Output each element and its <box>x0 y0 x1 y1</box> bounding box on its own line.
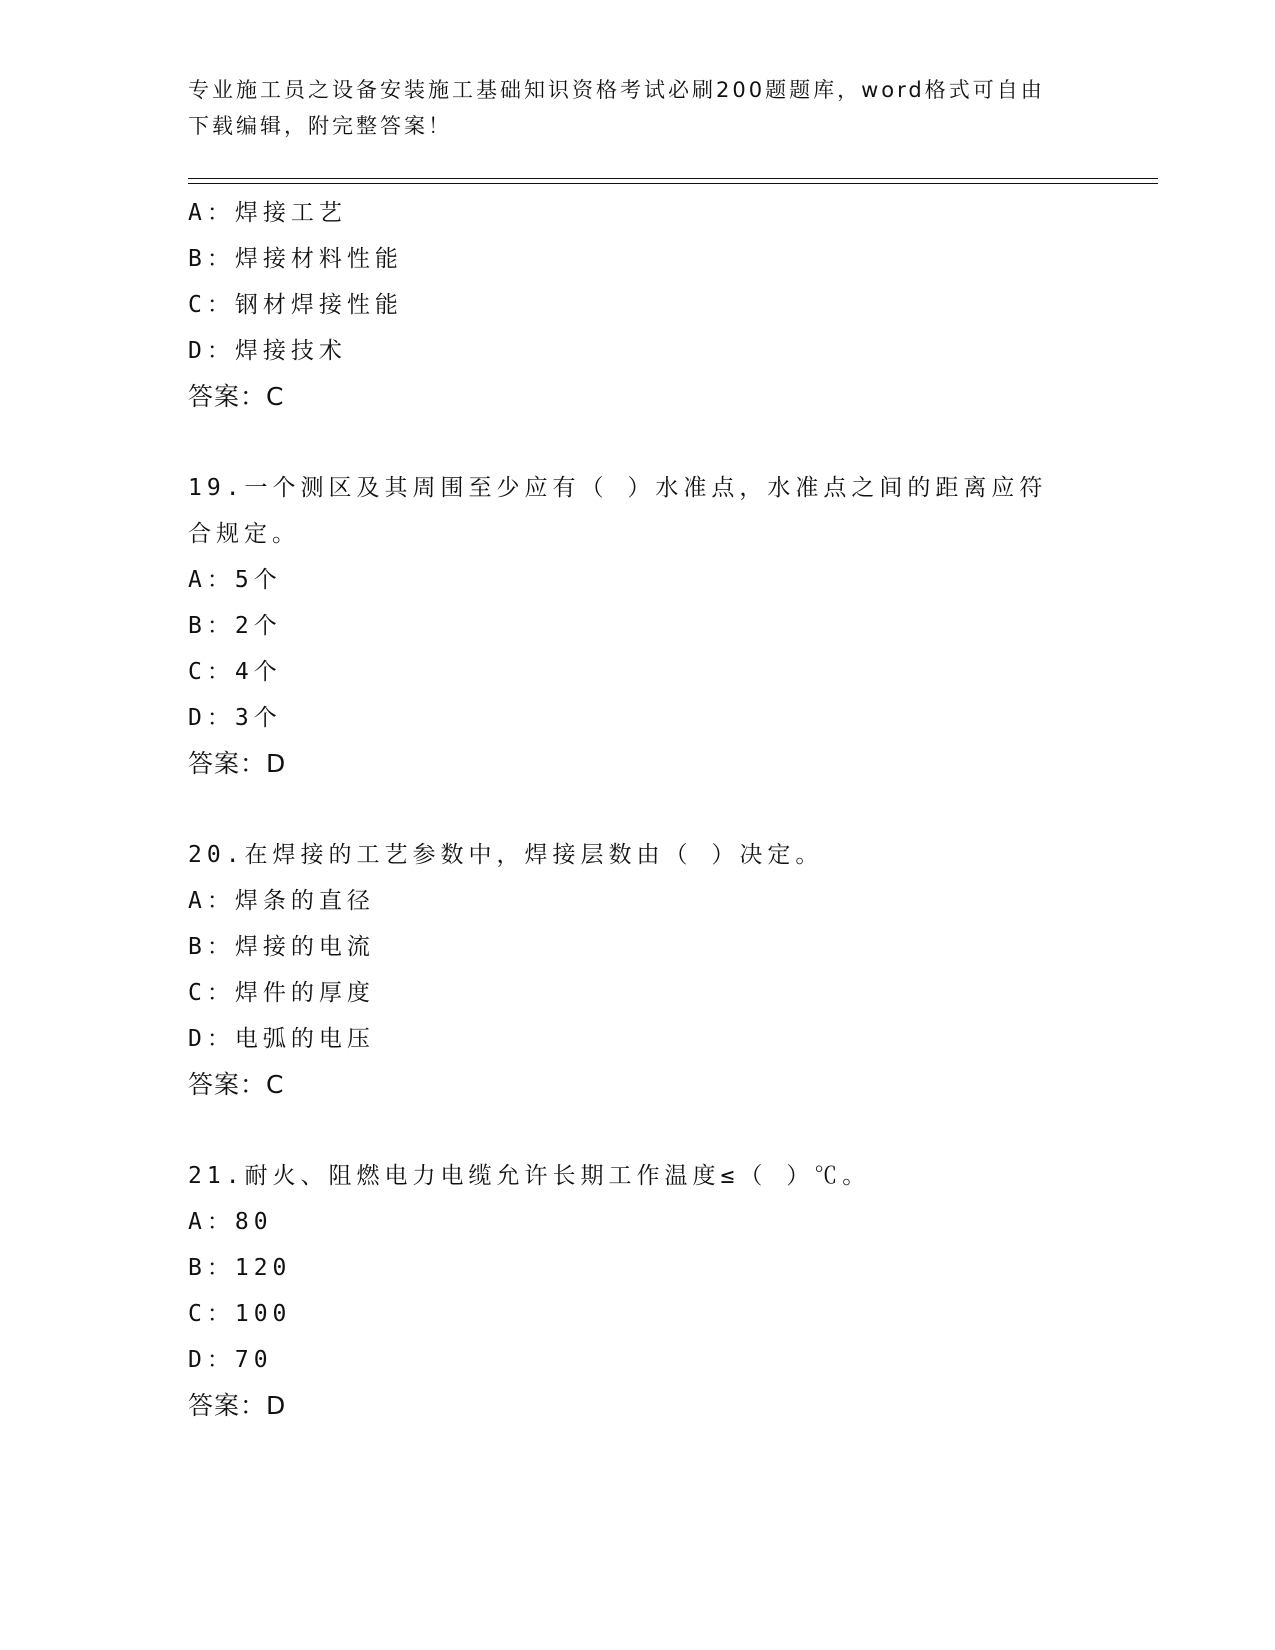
question-stem-line-2: 合规定。 <box>188 521 300 547</box>
option-c: C：焊件的厚度 <box>188 980 375 1006</box>
question-stem-line-1: 20.在焊接的工艺参数中，焊接层数由（ ）决定。 <box>188 842 824 868</box>
header-divider-top <box>188 178 1158 179</box>
option-a: A：80 <box>188 1209 273 1235</box>
option-c: C：100 <box>188 1301 292 1327</box>
question-stem <box>188 832 1088 878</box>
question-list <box>188 190 1088 1429</box>
answer: 答案：D <box>188 1391 287 1420</box>
option-a: A：焊条的直径 <box>188 888 375 914</box>
option-a: A：焊接工艺 <box>188 200 347 226</box>
option-d: D：电弧的电压 <box>188 1026 375 1052</box>
document-header <box>188 72 1068 144</box>
option-b: B：2个 <box>188 613 282 639</box>
option-d: D：70 <box>188 1347 273 1373</box>
question-18 <box>188 190 1088 420</box>
answer: 答案：C <box>188 1070 285 1099</box>
option-c: C：钢材焊接性能 <box>188 292 403 318</box>
option-c: C：4个 <box>188 659 282 685</box>
answer: 答案：D <box>188 749 287 778</box>
option-b: B：120 <box>188 1255 292 1281</box>
question-stem-line-1: 21.耐火、阻燃电力电缆允许长期工作温度≤（ ）℃。 <box>188 1163 871 1189</box>
question-19 <box>188 465 1088 787</box>
option-d: D：焊接技术 <box>188 338 347 364</box>
question-20 <box>188 832 1088 1108</box>
header-divider-bottom <box>188 183 1158 184</box>
header-line-1: 专业施工员之设备安装施工基础知识资格考试必刷200题题库，word格式可自由 <box>188 78 1045 102</box>
option-b: B：焊接的电流 <box>188 934 375 960</box>
question-stem <box>188 1153 1088 1199</box>
option-b: B：焊接材料性能 <box>188 246 403 272</box>
header-line-2: 下载编辑，附完整答案！ <box>188 114 452 138</box>
answer: 答案：C <box>188 382 285 411</box>
question-stem-line-1: 19.一个测区及其周围至少应有（ ）水准点，水准点之间的距离应符 <box>188 475 1048 501</box>
option-a: A：5个 <box>188 567 282 593</box>
option-d: D：3个 <box>188 705 282 731</box>
question-stem <box>188 465 1088 557</box>
question-21 <box>188 1153 1088 1429</box>
